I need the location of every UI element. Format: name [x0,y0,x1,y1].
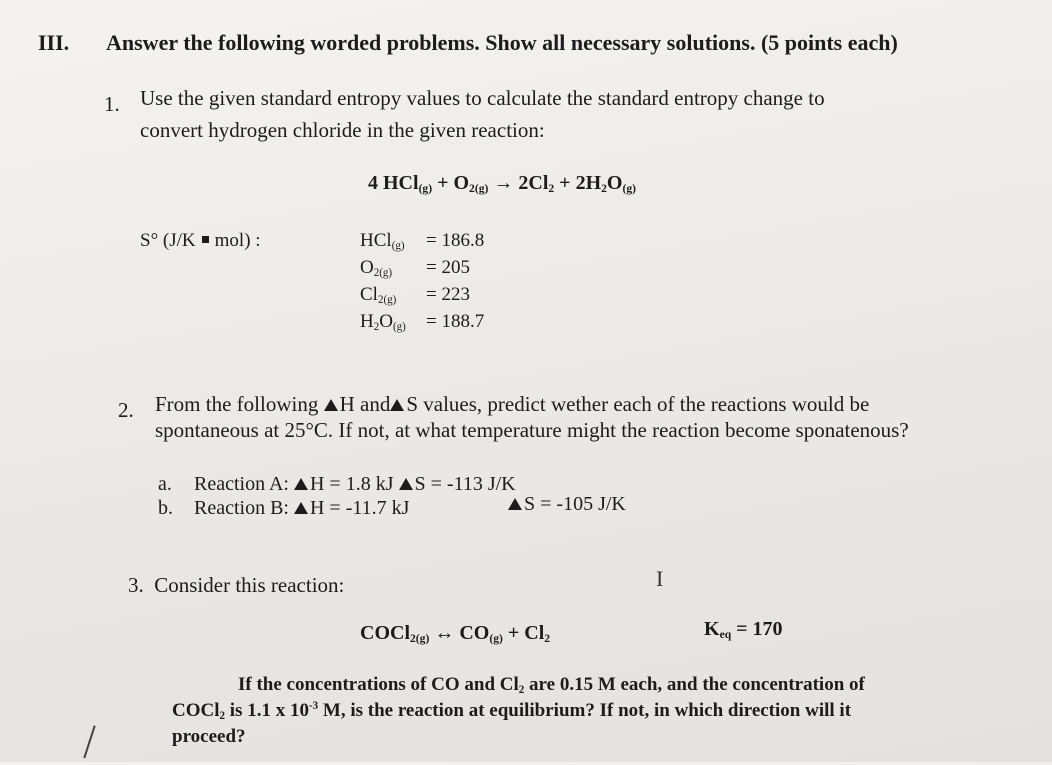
q2-text-line2: spontaneous at 25°C. If not, at what temperature might the reaction become sponatenous? [155,418,909,442]
text-cursor-icon: I [656,566,664,591]
equilibrium-arrow: ↔ [429,622,460,644]
delta-triangle-icon [390,399,404,411]
delta-triangle-icon [399,478,413,490]
q1-text-line2: convert hydrogen chloride in the given reaction: [140,118,545,142]
section-instructions: Answer the following worded problems. Show all necessary solutions. (5 points each) [106,30,898,55]
q2-text-line1: From the following H and S values, predict wether each of the reactions would be [155,392,870,416]
q3-paragraph-line3: proceed? [172,726,246,747]
reaction-b-row: b. Reaction B: H = -11.7 kJ [158,497,410,519]
section-heading [38,30,898,56]
reaction-b-entropy: S = -105 J/K [508,493,626,516]
q1-number: 1. [104,92,120,116]
equilibrium-constant: $K_{eq} = 170$ [704,618,783,642]
delta-triangle-icon [294,502,308,514]
q2-number: 2. [118,398,134,422]
entropy-units-label: S° (J/K mol) : [140,230,261,251]
reaction-a-row: a. Reaction A: H = 1.8 kJ S = -113 J/K [158,473,516,495]
entropy-row-hcl: HCl$_{(g)}$ = 186.8 [360,230,485,253]
section-numeral: III. [38,30,70,55]
delta-triangle-icon [294,478,308,490]
delta-triangle-icon [324,399,338,411]
pen-mark [83,725,114,764]
q3-reaction-equation: COCl$_{2(g)}$ ↔ $CO_{(g)} + Cl_2$ [360,622,551,646]
entropy-row-cl2: $Cl_{2(g)} = 223$ [360,284,470,307]
bullet-dot-icon [202,236,209,243]
q1-reaction-equation: 4 $HCl_{(g)} + O_{2(g)} \to 2Cl_2 + 2H_2O_{(g)}$ [368,172,637,196]
q3-paragraph-line1: If the concentrations of CO and $Cl_2$ are 0.15 M each, and the concentration of [238,674,865,697]
q3-paragraph-line2: COCl$_2$ is 1.1 x $10^{-3}$ M, is the reaction at equilibrium? If not, in which direction will it [172,699,852,723]
delta-triangle-icon [508,498,522,510]
entropy-row-h2o: $H_2O_{(g)} = 188.7$ [360,311,485,334]
q3-title: 3. Consider this reaction: [128,573,345,597]
q1-text-line1: Use the given standard entropy values to calculate the standard entropy change to [140,86,825,110]
reaction-arrow: → [493,172,514,194]
entropy-row-o2: $O_{2(g)} = 205$ [360,257,470,280]
